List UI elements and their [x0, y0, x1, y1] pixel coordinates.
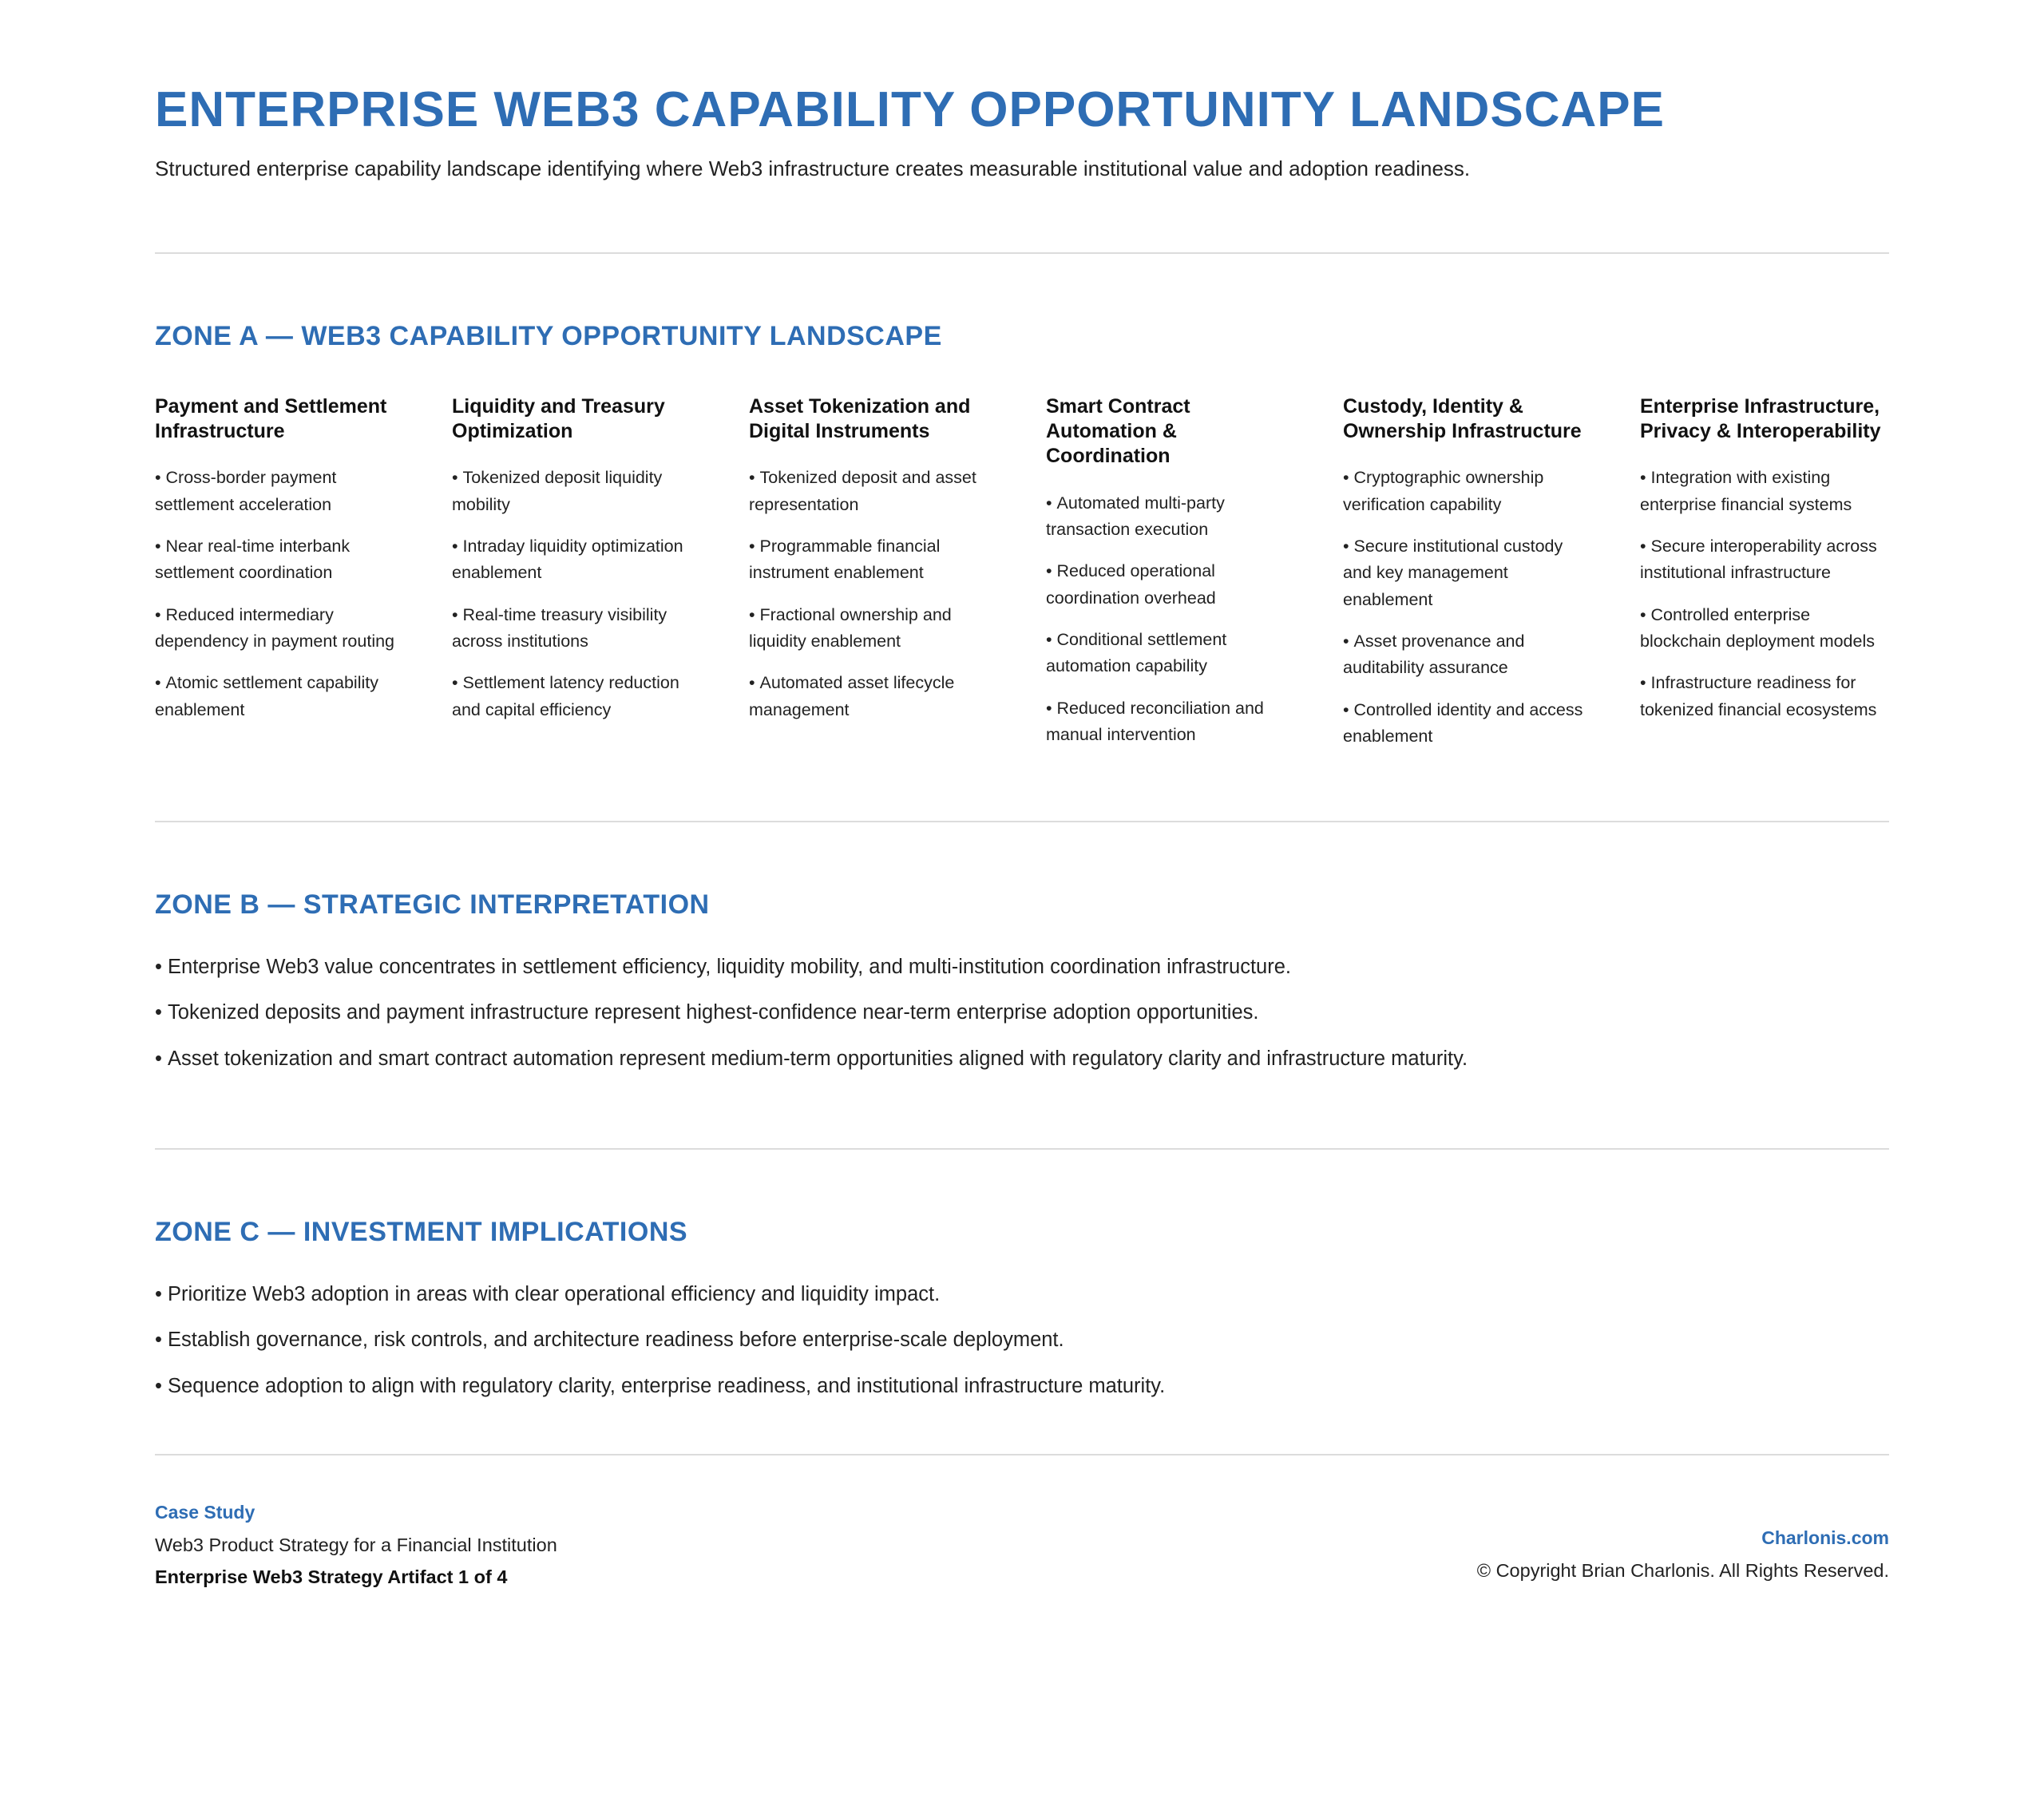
list-item: • Tokenized deposits and payment infrastructure represent highest-confidence near-term enterprise adoption opportunities.	[155, 999, 1889, 1026]
list-item: • Cross-border payment settlement acceleration	[155, 465, 404, 518]
capability-column	[1046, 394, 1295, 765]
footer-case-study	[155, 1502, 557, 1588]
capability-list	[155, 465, 404, 723]
zone-c-title: ZONE C — INVESTMENT IMPLICATIONS	[155, 1217, 688, 1248]
investment-implications-list	[155, 1281, 1889, 1400]
capability-column	[1343, 394, 1592, 765]
capability-column-title: Custody, Identity & Ownership Infrastructure	[1343, 394, 1582, 443]
divider	[155, 1454, 1889, 1455]
zone-b-title: ZONE B — STRATEGIC INTERPRETATION	[155, 889, 710, 921]
capability-column	[452, 394, 701, 765]
list-item: • Enterprise Web3 value concentrates in settlement efficiency, liquidity mobility, and multi-institution coordination infrastructure.	[155, 953, 1889, 980]
zone-a-title: ZONE A — WEB3 CAPABILITY OPPORTUNITY LANDSCAPE	[155, 321, 942, 352]
divider	[155, 252, 1889, 254]
list-item: • Tokenized deposit liquidity mobility	[452, 465, 701, 518]
list-item: • Asset provenance and auditability assurance	[1343, 628, 1592, 682]
list-item: • Controlled identity and access enablement	[1343, 697, 1592, 751]
case-study-project: Web3 Product Strategy for a Financial Institution	[155, 1534, 557, 1555]
strategic-interpretation-list	[155, 953, 1889, 1072]
capability-column-title: Smart Contract Automation & Coordination	[1046, 394, 1190, 468]
copyright-text: © Copyright Brian Charlonis. All Rights Reserved.	[1476, 1559, 1889, 1581]
capability-list	[749, 465, 998, 723]
list-item: • Programmable financial instrument enablement	[749, 533, 998, 587]
capability-list	[1343, 465, 1592, 750]
list-item: • Real-time treasury visibility across institutions	[452, 602, 701, 655]
capability-list	[1640, 465, 1889, 723]
capability-column-title: Payment and Settlement Infrastructure	[155, 394, 387, 443]
list-item: • Automated multi-party transaction execution	[1046, 490, 1295, 544]
divider	[155, 821, 1889, 822]
list-item: • Establish governance, risk controls, and architecture readiness before enterprise-scale deployment.	[155, 1326, 1889, 1353]
footer-brand	[1477, 1502, 1889, 1582]
list-item: • Prioritize Web3 adoption in areas with clear operational efficiency and liquidity impact.	[155, 1281, 1889, 1308]
list-item: • Cryptographic ownership verification capability	[1343, 465, 1592, 518]
list-item: • Asset tokenization and smart contract automation represent medium-term opportunities aligned with regulatory clarity and infrastructure maturity.	[155, 1045, 1889, 1072]
list-item: • Near real-time interbank settlement coordination	[155, 533, 404, 587]
list-item: • Intraday liquidity optimization enablement	[452, 533, 701, 587]
list-item: • Integration with existing enterprise financial systems	[1640, 465, 1889, 518]
list-item: • Secure institutional custody and key management enablement	[1343, 533, 1592, 613]
divider	[155, 1148, 1889, 1150]
capability-columns	[155, 394, 1889, 765]
capability-column	[155, 394, 404, 765]
capability-column	[749, 394, 998, 765]
capability-list	[452, 465, 701, 723]
list-item: • Conditional settlement automation capability	[1046, 627, 1295, 680]
list-item: • Reduced operational coordination overhead	[1046, 558, 1295, 612]
zone-b-section	[155, 889, 1889, 1072]
footer	[155, 1502, 1889, 1588]
capability-column-title: Liquidity and Treasury Optimization	[452, 394, 665, 443]
page-title: ENTERPRISE WEB3 CAPABILITY OPPORTUNITY LANDSCAPE	[155, 82, 1665, 137]
site-link[interactable]: Charlonis.com	[1761, 1527, 1889, 1549]
capability-column	[1640, 394, 1889, 765]
page-subtitle: Structured enterprise capability landscape identifying where Web3 infrastructure creates measurable institutional value and adoption readiness.	[155, 156, 1471, 181]
list-item: • Automated asset lifecycle management	[749, 670, 998, 723]
list-item: • Reduced intermediary dependency in payment routing	[155, 602, 404, 655]
artifact-label: Enterprise Web3 Strategy Artifact 1 of 4	[155, 1566, 508, 1588]
case-study-label: Case Study	[155, 1502, 256, 1523]
list-item: • Atomic settlement capability enablement	[155, 670, 404, 723]
list-item: • Secure interoperability across institutional infrastructure	[1640, 533, 1889, 587]
list-item: • Settlement latency reduction and capital efficiency	[452, 670, 701, 723]
capability-column-title: Enterprise Infrastructure, Privacy & Interoperability	[1640, 394, 1881, 443]
capability-column-title: Asset Tokenization and Digital Instruments	[749, 394, 971, 443]
zone-c-section	[155, 1216, 1889, 1400]
list-item: • Sequence adoption to align with regulatory clarity, enterprise readiness, and institutional infrastructure maturity.	[155, 1372, 1889, 1400]
list-item: • Reduced reconciliation and manual intervention	[1046, 695, 1295, 749]
list-item: • Fractional ownership and liquidity enablement	[749, 602, 998, 655]
zone-a-section	[155, 320, 1889, 765]
list-item: • Controlled enterprise blockchain deployment models	[1640, 602, 1889, 655]
list-item: • Tokenized deposit and asset representation	[749, 465, 998, 518]
capability-list	[1046, 490, 1295, 749]
list-item: • Infrastructure readiness for tokenized financial ecosystems	[1640, 670, 1889, 723]
